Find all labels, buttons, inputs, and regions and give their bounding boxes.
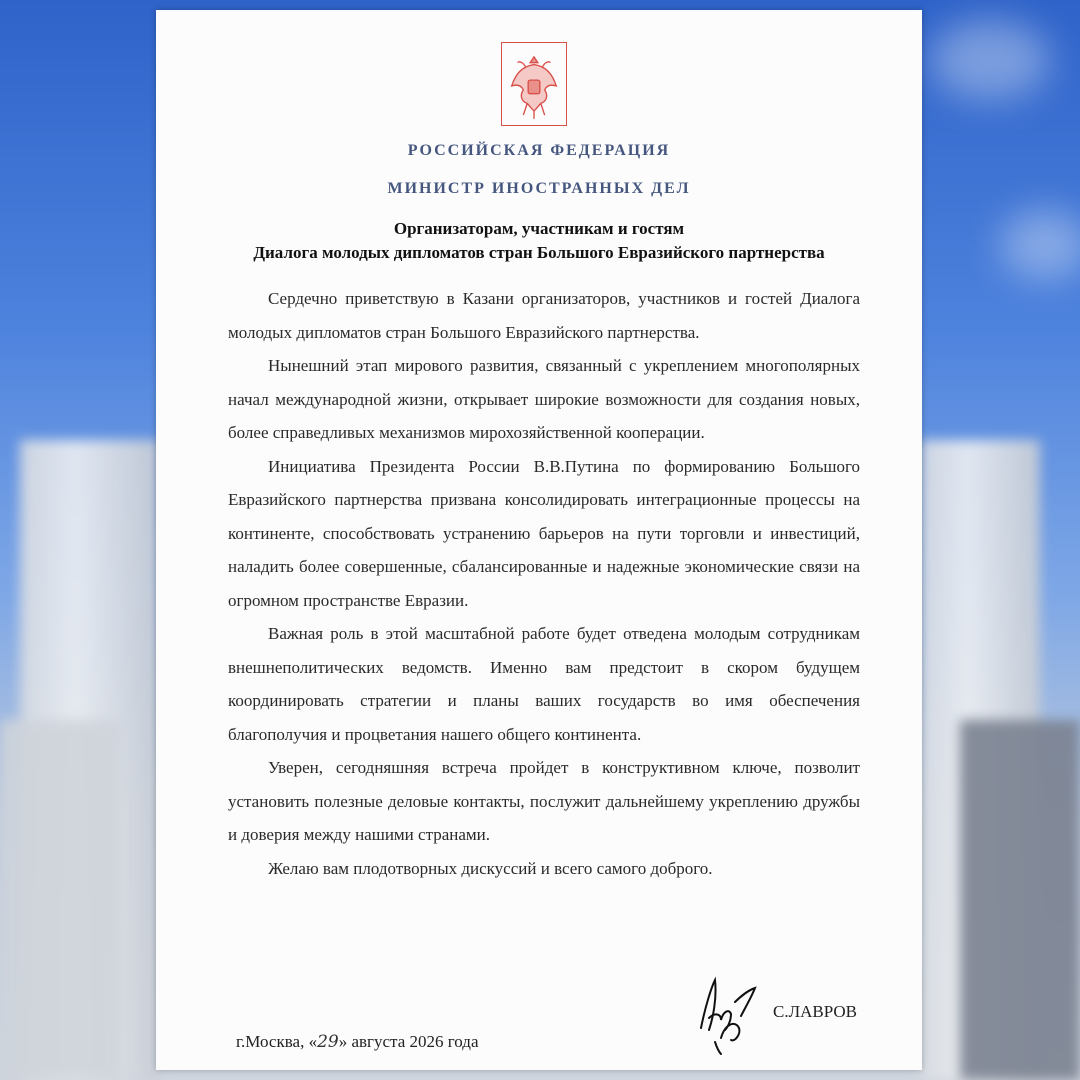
paragraph: Желаю вам плодотворных дискуссий и всего самого доброго. [268, 858, 713, 878]
cloud [1000, 210, 1080, 280]
handwritten-signature [691, 968, 781, 1058]
building-right-lower [960, 720, 1080, 1080]
org-title: РОССИЙСКАЯ ФЕДЕРАЦИЯ [407, 142, 671, 159]
russian-coat-of-arms-icon [501, 42, 567, 126]
date-prefix: г.Москва, « [236, 1032, 318, 1051]
letter-body [228, 282, 860, 885]
org-subtitle: МИНИСТР ИНОСТРАННЫХ ДЕЛ [387, 180, 691, 197]
signer-name: С.ЛАВРОВ [773, 1002, 858, 1021]
paragraph: Важная роль в этой масштабной работе будет отведена молодым сотрудникам внешнеполитических ведомств. Именно вам предстоит в скором будущем координировать стратегии и планы ваших государств во имя обеспечения благополучия и процветания нашего общего континента. [228, 624, 860, 744]
letter-page [156, 10, 922, 1070]
date-suffix: » августа 2026 года [338, 1032, 479, 1051]
cloud [930, 20, 1050, 100]
date-day-handwritten: 29 [317, 1032, 339, 1052]
paragraph: Уверен, сегодняшняя встреча пройдет в конструктивном ключе, позволит установить полезные деловые контакты, послужит дальнейшему укреплению дружбы и доверия между нашими странами. [228, 758, 860, 844]
paragraph: Инициатива Президента России В.В.Путина по формированию Большого Евразийского партнерства призвана консолидировать интеграционные процессы на континенте, способствовать устранению барьеров на пути торговли и инвестиций, наладить более совершенные, сбалансированные и надежные экономические связи на огромном пространстве Евразии. [228, 456, 860, 610]
place-and-date [236, 1032, 479, 1052]
paragraph: Сердечно приветствую в Казани организаторов, участников и гостей Диалога молодых дипломатов стран Большого Евразийского партнерства. [228, 289, 860, 342]
building-left-lower [0, 720, 120, 1080]
addressee-line-2: Диалога молодых дипломатов стран Большого Евразийского партнерства [253, 243, 825, 262]
addressee-line-1: Организаторам, участникам и гостям [393, 219, 685, 238]
paragraph: Нынешний этап мирового развития, связанный с укреплением многополярных начал международной жизни, открывает широкие возможности для создания новых, более справедливых механизмов мирохозяйственной кооперации. [228, 356, 860, 442]
